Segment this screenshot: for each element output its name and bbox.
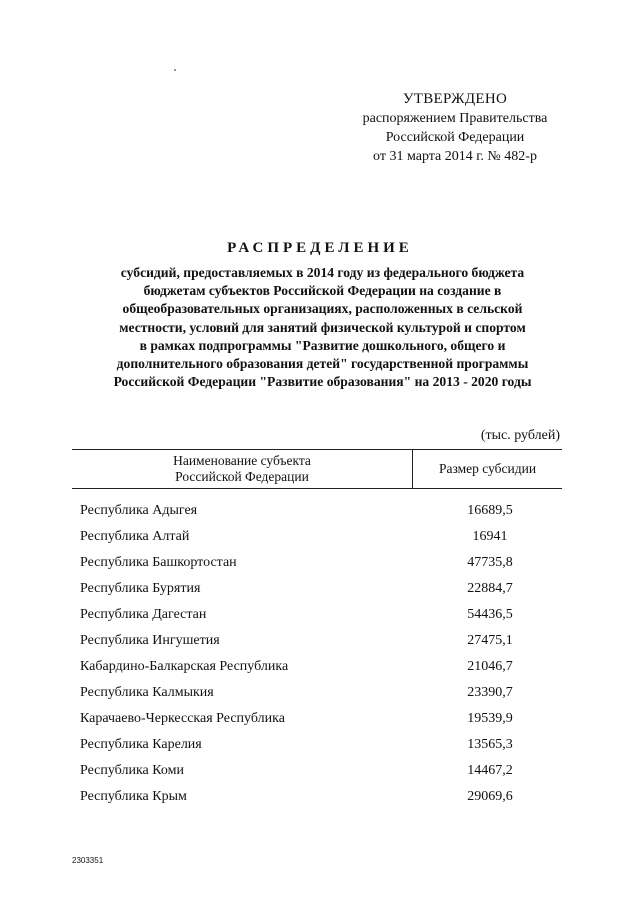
region-name: Республика Калмыкия [80,685,214,700]
region-name: Республика Дагестан [80,607,207,622]
units-label: (тыс. рублей) [480,428,560,443]
document-heading: РАСПРЕДЕЛЕНИЕ [227,240,413,256]
subtitle-line: дополнительного образования детей" государственной программы [116,356,529,372]
subsidy-value: 23390,7 [467,685,513,700]
subtitle-line: Российской Федерации "Развитие образования" на 2013 - 2020 годы [113,374,532,390]
subsidy-value: 13565,3 [467,737,513,752]
region-name: Республика Адыгея [80,503,198,518]
table-row [0,711,640,737]
table-row [0,789,640,815]
region-name: Республика Коми [80,763,184,778]
region-name: Республика Башкортостан [80,555,237,570]
column-header-region-line-1: Наименование субъекта [173,453,311,468]
subtitle-line: общеобразовательных организациях, расположенных в сельской [122,301,523,317]
table-row [0,581,640,607]
region-name: Республика Ингушетия [80,633,220,648]
subtitle-line: местности, условий для занятий физической культурой и спортом [119,319,526,335]
subsidy-value: 14467,2 [467,763,513,778]
region-name: Карачаево-Черкесская Республика [80,711,285,726]
approval-line-3: от 31 марта 2014 г. № 482-р [373,149,537,164]
document-subtitle [70,264,575,391]
subsidy-value: 16941 [472,529,508,544]
subsidy-value: 54436,5 [467,607,513,622]
table-header [72,449,562,489]
subsidy-value: 21046,7 [467,659,513,674]
column-header-region-line-2: Российской Федерации [175,469,309,484]
subtitle-line: субсидий, предоставляемых в 2014 году из федерального бюджета [120,265,525,280]
table-body [0,503,640,815]
approval-block [340,90,570,166]
subsidy-value: 27475,1 [467,633,513,648]
table-row [0,763,640,789]
approval-line-1: распоряжением Правительства [362,111,548,126]
column-header-subsidy: Размер субсидии [438,461,537,476]
table-row [0,633,640,659]
region-name: Республика Бурятия [80,581,201,596]
subtitle-line: бюджетам субъектов Российской Федерации на создание в [143,283,502,299]
region-name: Республика Карелия [80,737,202,752]
subsidy-value: 47735,8 [467,555,513,570]
region-name: Кабардино-Балкарская Республика [80,659,289,674]
table-row [0,659,640,685]
approval-line-2: Российской Федерации [385,130,525,145]
subsidy-value: 29069,6 [467,789,513,804]
approval-title: УТВЕРЖДЕНО [402,91,508,107]
subsidy-value: 19539,9 [467,711,513,726]
table-row [0,529,640,555]
document-number: 2303351 [72,856,104,865]
region-name: Республика Крым [80,789,187,804]
table-row [0,503,640,529]
table-row [0,737,640,763]
table-row [0,685,640,711]
scan-speck [174,69,176,71]
subsidy-value: 16689,5 [467,503,513,518]
table-row [0,555,640,581]
column-header-region [72,450,413,488]
table-row [0,607,640,633]
subsidy-value: 22884,7 [467,581,513,596]
subtitle-line: в рамках подпрограммы "Развитие дошкольного, общего и [139,337,506,353]
region-name: Республика Алтай [80,529,190,544]
